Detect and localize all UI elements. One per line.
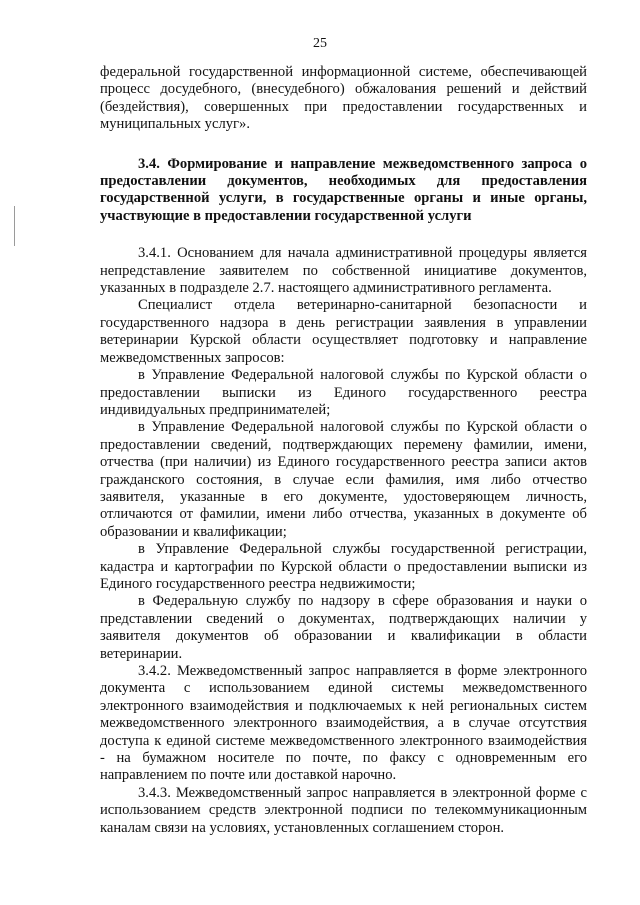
document-body xyxy=(100,64,587,837)
intro-paragraph: федеральной государственной информационной системе, обеспечивающей процесс досудебного, (внесудебного) обжалования решений и действий (бездействия), совершенных при предоставлении государственных и муниципальных услуг». xyxy=(100,64,587,133)
paragraph-request-rosreestr: в Управление Федеральной службы государственной регистрации, кадастра и картографии по Курской области о предоставлении выписки из Единого государственного реестра недвижимости; xyxy=(100,541,587,592)
paragraph-3-4-3: 3.4.3. Межведомственный запрос направляется в электронной форме с использованием средств электронной подписи по телекоммуникационным каналам связи на условиях, установленных соглашением сторон. xyxy=(100,784,587,836)
paragraph-request-tax-entrepreneurs: в Управление Федеральной налоговой службы по Курской области о предоставлении выписки из Единого государственного реестра индивидуальных предпринимателей; xyxy=(100,367,587,418)
paragraph-request-education: в Федеральную службу по надзору в сфере образования и науки о представлении сведений о документах, подтверждающих наличии у заявителя документов об образовании и квалификации в области ветеринарии. xyxy=(100,593,587,662)
page-number: 25 xyxy=(313,36,327,51)
paragraph-specialist: Специалист отдела ветеринарно-санитарной безопасности и государственного надзора в день регистрации заявления в управлении ветеринарии Курской области осуществляет подготовку и направление межведомственных запросов: xyxy=(100,297,587,366)
paragraph-3-4-1: 3.4.1. Основанием для начала административной процедуры является непредставление заявителем по собственной инициативе документов, указанных в подразделе 2.7. настоящего административного регламента. xyxy=(100,245,587,297)
section-heading: 3.4. Формирование и направление межведомственного запроса о предоставлении документов, необходимых для предоставления государственной услуги, в государственные органы и иные органы, участвующие в предоставлении государственной услуги xyxy=(100,155,587,224)
paragraph-request-tax-civil-status: в Управление Федеральной налоговой службы по Курской области о предоставлении сведений, подтверждающих перемену фамилии, имени, отчества (при наличии) из Единого государственного реестра записи актов гражданского состояния, в случае если фамилия, имя либо отчество заявителя, указанные в его документе, удостоверяющем личность, отличаются от фамилии, имени либо отчества, указанных в документе об образовании и квалификации; xyxy=(100,419,587,540)
paragraph-3-4-2: 3.4.2. Межведомственный запрос направляется в форме электронного документа с использованием единой системы межведомственного электронного взаимодействия и подключаемых к ней региональных систем межведомственного электронного взаимодействия, а в случае отсутствия доступа к единой системе межведомственного электронного взаимодействия - на бумажном носителе по почте, по факсу с одновременным его направлением по почте или доставкой нарочно. xyxy=(100,663,587,784)
scan-margin-mark xyxy=(14,206,15,246)
